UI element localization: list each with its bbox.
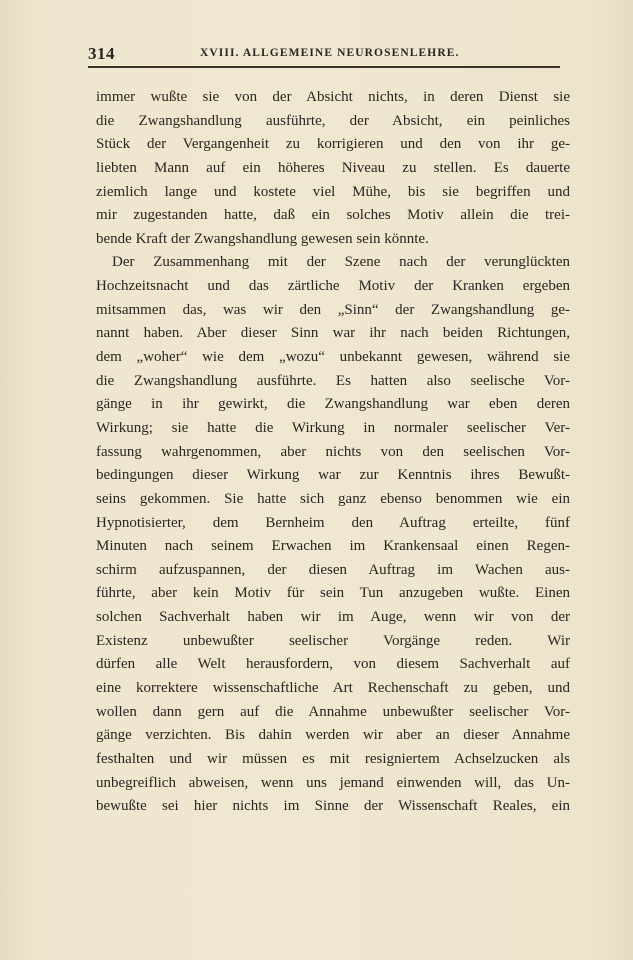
text-line: Hochzeitsnacht und das zärtliche Motiv der Kranken ergeben xyxy=(96,278,570,295)
chapter-title: XVIII. ALLGEMEINE NEUROSENLEHRE. xyxy=(200,47,460,59)
text-line: immer wußte sie von der Absicht nichts, in deren Dienst sie xyxy=(96,89,570,105)
text-line: liebten Mann auf ein höheres Niveau zu stellen. Es dauerte xyxy=(96,159,570,176)
text-line: Hypnotisierter, dem Bernheim den Auftrag erteilte, fünf xyxy=(96,514,570,531)
text-line: seins gekommen. Sie hatte sich ganz ebenso benommen wie ein xyxy=(96,490,570,507)
text-line: eine korrektere wissenschaftliche Art Rechenschaft zu geben, und xyxy=(96,680,570,697)
text-line: unbegreiflich abweisen, wenn uns jemand einwenden will, das Un- xyxy=(96,774,570,791)
text-line: schirm aufzuspannen, der diesen Auftrag im Wachen aus- xyxy=(96,561,570,578)
text-line: wollen dann gern auf die Annahme unbewußter seelischer Vor- xyxy=(96,703,570,720)
text-line: nannt haben. Aber dieser Sinn war ihr nach beiden Richtungen, xyxy=(96,325,570,342)
body-text xyxy=(96,86,570,819)
text-line: Existenz unbewußter seelischer Vorgänge reden. Wir xyxy=(96,632,570,649)
text-line: mitsammen das, was wir den „Sinn“ der Zwangshandlung ge- xyxy=(96,301,570,318)
text-line: dem „woher“ wie dem „wozu“ unbekannt gewesen, während sie xyxy=(96,349,570,366)
text-line: solchen Sachverhalt haben wir im Auge, wenn wir von der xyxy=(96,609,570,626)
text-line: gänge verzichten. Bis dahin werden wir aber an dieser Annahme xyxy=(96,727,570,744)
text-line: Minuten nach seinem Erwachen im Krankensaal einen Regen- xyxy=(96,538,570,555)
running-head xyxy=(88,44,558,68)
text-line: die Zwangshandlung ausführte, der Absicht, ein peinliches xyxy=(96,112,570,129)
text-line: bewußte sei hier nichts im Sinne der Wissenschaft Reales, ein xyxy=(96,798,570,815)
text-line: ziemlich lange und kostete viel Mühe, bis sie begriffen und xyxy=(96,183,570,200)
text-line: die Zwangshandlung ausführte. Es hatten also seelische Vor- xyxy=(96,372,570,389)
text-line: mir zugestanden hatte, daß ein solches Motiv allein die trei- xyxy=(96,207,570,224)
page-number: 314 xyxy=(88,44,115,63)
text-line: Der Zusammenhang mit der Szene nach der verunglückten xyxy=(112,254,570,271)
text-line: bende Kraft der Zwangshandlung gewesen sein könnte. xyxy=(96,230,429,247)
text-line: führte, aber kein Motiv für sein Tun anzugeben wußte. Einen xyxy=(96,585,570,602)
text-line: festhalten und wir müssen es mit resigniertem Achselzucken als xyxy=(96,750,570,767)
text-line: dürfen alle Welt herausfordern, von diesem Sachverhalt auf xyxy=(96,656,570,673)
text-line: bedingungen dieser Wirkung war zur Kenntnis ihres Bewußt- xyxy=(96,467,570,484)
text-line: fassung wahrgenommen, aber nichts von den seelischen Vor- xyxy=(96,443,570,460)
text-line: Wirkung; sie hatte die Wirkung in normaler seelischer Ver- xyxy=(96,419,570,436)
text-line: Stück der Vergangenheit zu korrigieren und den von ihr ge- xyxy=(96,136,570,153)
header-rule xyxy=(88,66,560,68)
text-line: gänge in ihr gewirkt, die Zwangshandlung war eben deren xyxy=(96,396,570,413)
